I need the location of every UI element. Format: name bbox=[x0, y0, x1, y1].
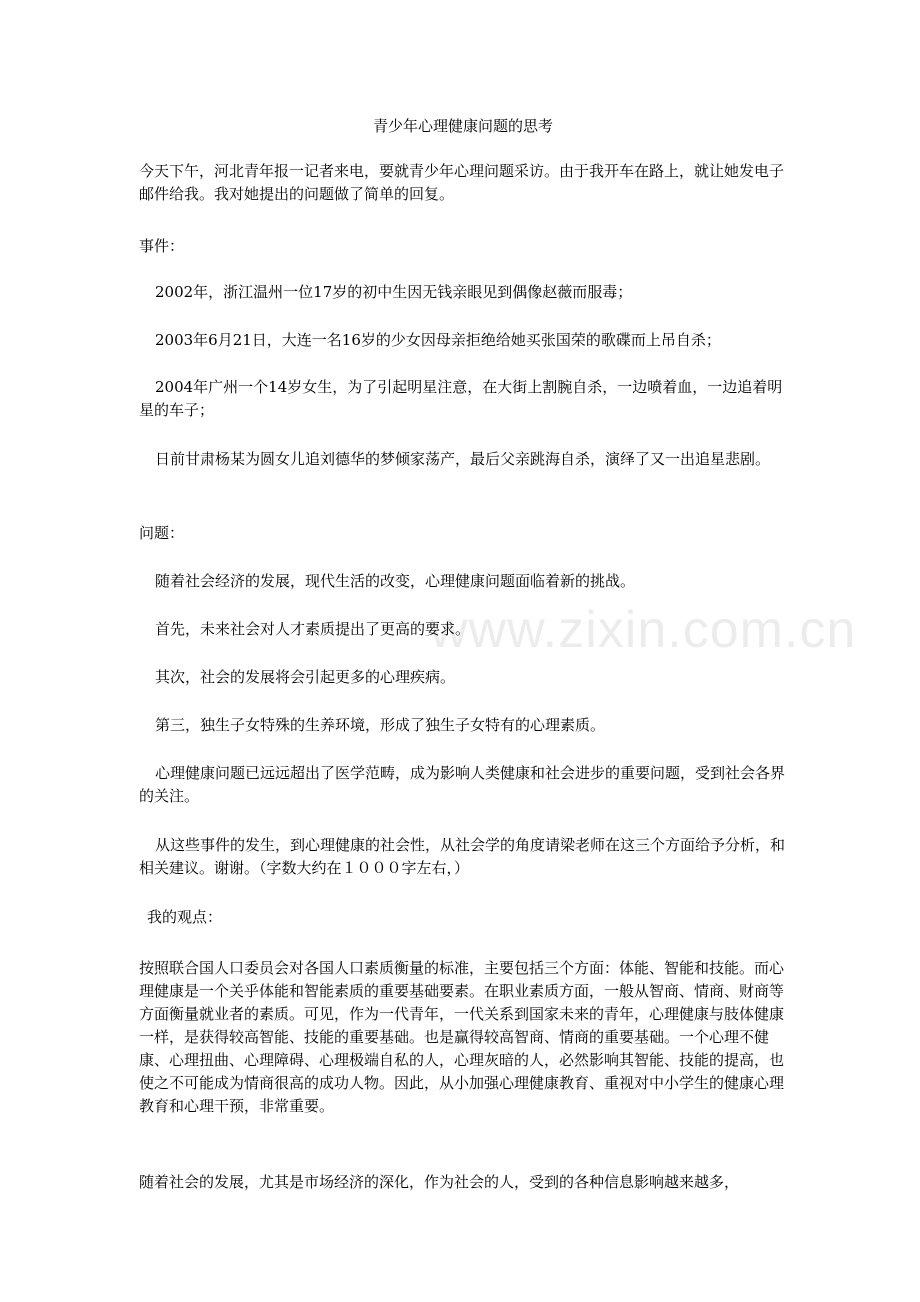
event-item-4: 日前甘肃杨某为圆女儿追刘德华的梦倾家荡产，最后父亲跳海自杀，演绎了又一出追星悲剧。 bbox=[155, 450, 771, 468]
question-item-4: 第三，独生子女特殊的生养环境，形成了独生子女特有的心理素质。 bbox=[155, 716, 606, 734]
question-item-5: 心理健康问题已远远超出了医学范畴，成为影响人类健康和社会进步的重要问题，受到社会各界的关注。 bbox=[139, 764, 786, 805]
intro-paragraph: 今天下午，河北青年报一记者来电，要就青少年心理问题采访。由于我开车在路上，就让她发电子邮件给我。我对她提出的问题做了简单的回复。 bbox=[139, 162, 785, 203]
event-item-3: 2004年广州一个14岁女生，为了引起明星注意，在大街上割腕自杀，一边喷着血，一边追着明星的车子； bbox=[139, 378, 783, 419]
events-heading: 事件： bbox=[139, 237, 185, 255]
event-item-1: 2002年，浙江温州一位17岁的初中生因无钱亲眼见到偶像赵薇而服毒； bbox=[155, 283, 633, 301]
opinion-paragraph-2: 随着社会的发展，尤其是市场经济的深化，作为社会的人，受到的各种信息影响越来越多， bbox=[139, 1173, 740, 1191]
opinion-heading: 我的观点： bbox=[147, 908, 223, 926]
question-item-1: 随着社会经济的发展，现代生活的改变，心理健康问题面临着新的挑战。 bbox=[155, 572, 636, 590]
question-item-3: 其次，社会的发展将会引起更多的心理疾病。 bbox=[155, 668, 456, 686]
opinion-paragraph-1: 按照联合国人口委员会对各国人口素质衡量的标准，主要包括三个方面：体能、智能和技能。而心理健康是一个关乎体能和智能素质的重要基础要素。在职业素质方面，一般从智商、情商、财商等方面衡量就业者的素质。可见，作为一代青年，一代关系到国家未来的青年，心理健康与肢体健康一样，是获得较高智能、技能的重要基础。也是赢得较高智商、情商的重要基础。一个心理不健康、心理扭曲、心理障碍、心理极端自私的人，心理灰暗的人，必然影响其智能、技能的提高，也使之不可能成为情商很高的成功人物。因此，从小加强心理健康教育、重视对中小学生的健康心理教育和心理干预，非常重要。 bbox=[139, 959, 785, 1115]
document-title: 青少年心理健康问题的思考 bbox=[372, 117, 553, 135]
event-item-2: 2003年6月21日，大连一名16岁的少女因母亲拒绝给她买张国荣的歌碟而上吊自杀； bbox=[155, 331, 721, 349]
questions-heading: 问题： bbox=[139, 524, 185, 542]
watermark-logo: www.zixin.com.cn bbox=[430, 601, 857, 659]
question-item-2: 首先，未来社会对人才素质提出了更高的要求。 bbox=[155, 620, 471, 638]
question-item-6: 从这些事件的发生，到心理健康的社会性，从社会学的角度请梁老师在这三个方面给予分析，和相关建议。谢谢。（字数大约在１０００字左右，） bbox=[139, 836, 786, 877]
